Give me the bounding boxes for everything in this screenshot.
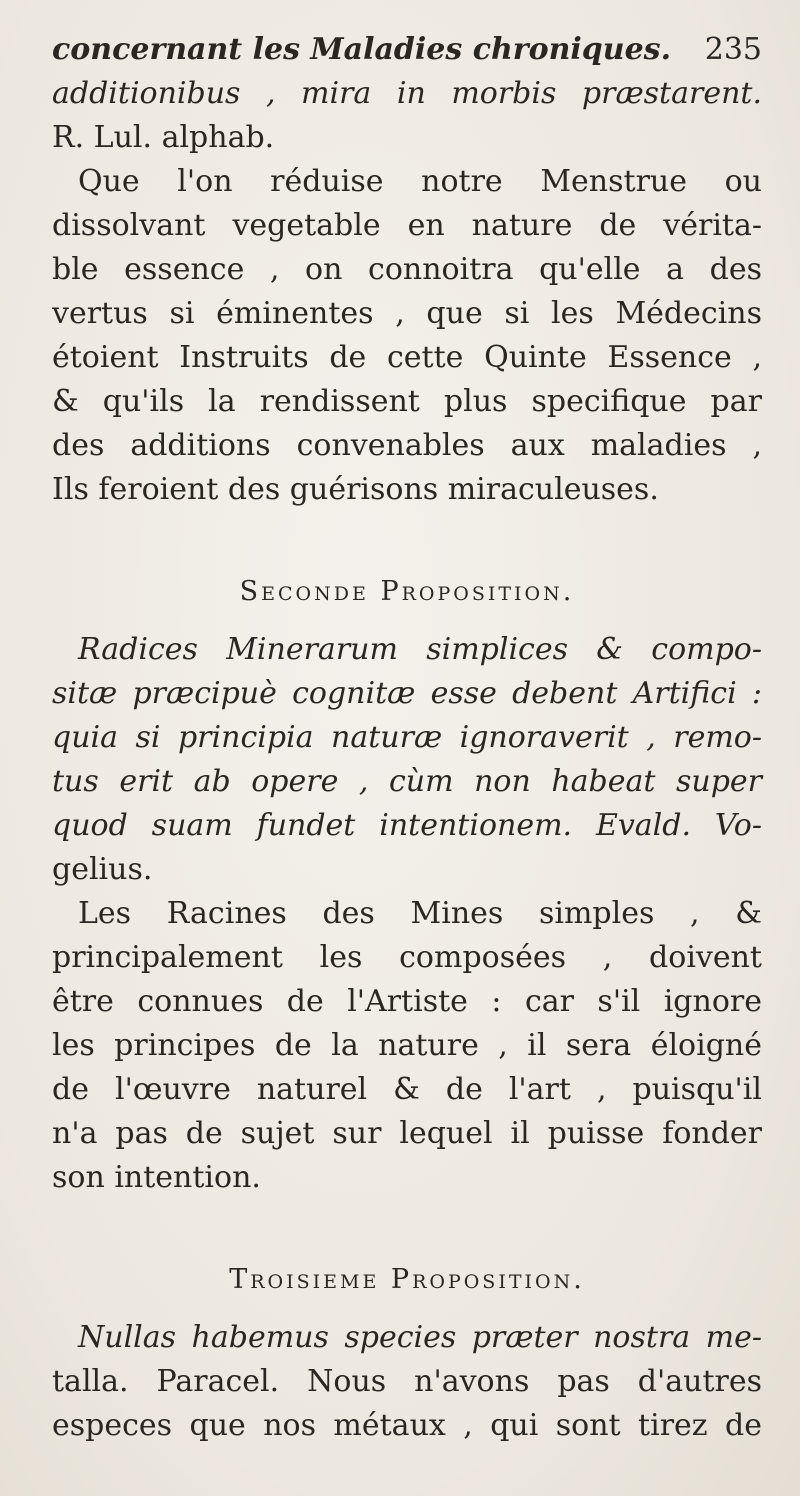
text-line: talla. Paracel. Nous n'avons pas d'autres <box>52 1364 762 1399</box>
spacer <box>52 512 762 570</box>
text-line: Ils feroient des guérisons miraculeuses. <box>52 472 659 507</box>
text-line: des additions convenables aux maladies , <box>52 428 762 463</box>
latin-quotation-2 <box>52 628 762 892</box>
text-line: étoient Instruits de cette Quinte Essence , <box>52 340 762 375</box>
text-line: Les Racines des Mines simples , & <box>78 896 762 931</box>
text-line: gelius. <box>52 852 153 887</box>
section-heading-seconde: Seconde Proposition. <box>239 576 575 607</box>
text-line: especes que nos métaux , qui sont tirez de <box>52 1408 762 1443</box>
text-line: additionibus , mira in morbis præstarent. <box>52 76 762 111</box>
text-line: principalement les composées , doivent <box>52 940 762 975</box>
text-line: tus erit ab opere , cùm non habeat super <box>52 764 762 799</box>
text-line: & qu'ils la rendissent plus specifique par <box>52 384 762 419</box>
text-line-part: Nullas habemus species præter nostra me- <box>78 1320 762 1355</box>
running-head-title: concernant les Maladies chroniques. <box>52 32 672 67</box>
text-line: Que l'on réduise notre Menstrue ou <box>78 164 762 199</box>
paragraph-2 <box>52 160 762 512</box>
text-line: vertus si éminentes , que si les Médecins <box>52 296 762 331</box>
paragraph-3 <box>52 1316 762 1448</box>
text-line: les principes de la nature , il sera éloigné <box>52 1028 762 1063</box>
section-heading-troisieme: Troisieme Proposition. <box>229 1264 585 1295</box>
paragraph-1 <box>52 72 762 160</box>
page-number: 235 <box>704 32 762 67</box>
text-line: dissolvant vegetable en nature de vérita- <box>52 208 762 243</box>
text-line: ble essence , on connoitra qu'elle a des <box>52 252 762 287</box>
text-line: sitæ præcipuè cognitæ esse debent Artifici : <box>52 676 762 711</box>
french-translation-2 <box>52 892 762 1200</box>
text-line <box>52 1316 762 1360</box>
text-block <box>52 28 762 1448</box>
text-line: n'a pas de sujet sur lequel il puisse fonder <box>52 1116 762 1151</box>
text-line: quod suam fundet intentionem. Evald. Vo- <box>52 808 762 843</box>
spacer <box>52 1302 762 1316</box>
text-line: son intention. <box>52 1160 261 1195</box>
text-line: quia si principia naturæ ignoraverit , remo- <box>52 720 762 755</box>
text-line: Radices Minerarum simplices & compo- <box>78 632 762 667</box>
text-line: être connues de l'Artiste : car s'il ignore <box>52 984 762 1019</box>
text-line: de l'œuvre naturel & de l'art , puisqu'il <box>52 1072 762 1107</box>
spacer <box>52 1200 762 1258</box>
running-head <box>52 28 762 72</box>
spacer <box>52 614 762 628</box>
text-line: R. Lul. alphab. <box>52 120 275 155</box>
